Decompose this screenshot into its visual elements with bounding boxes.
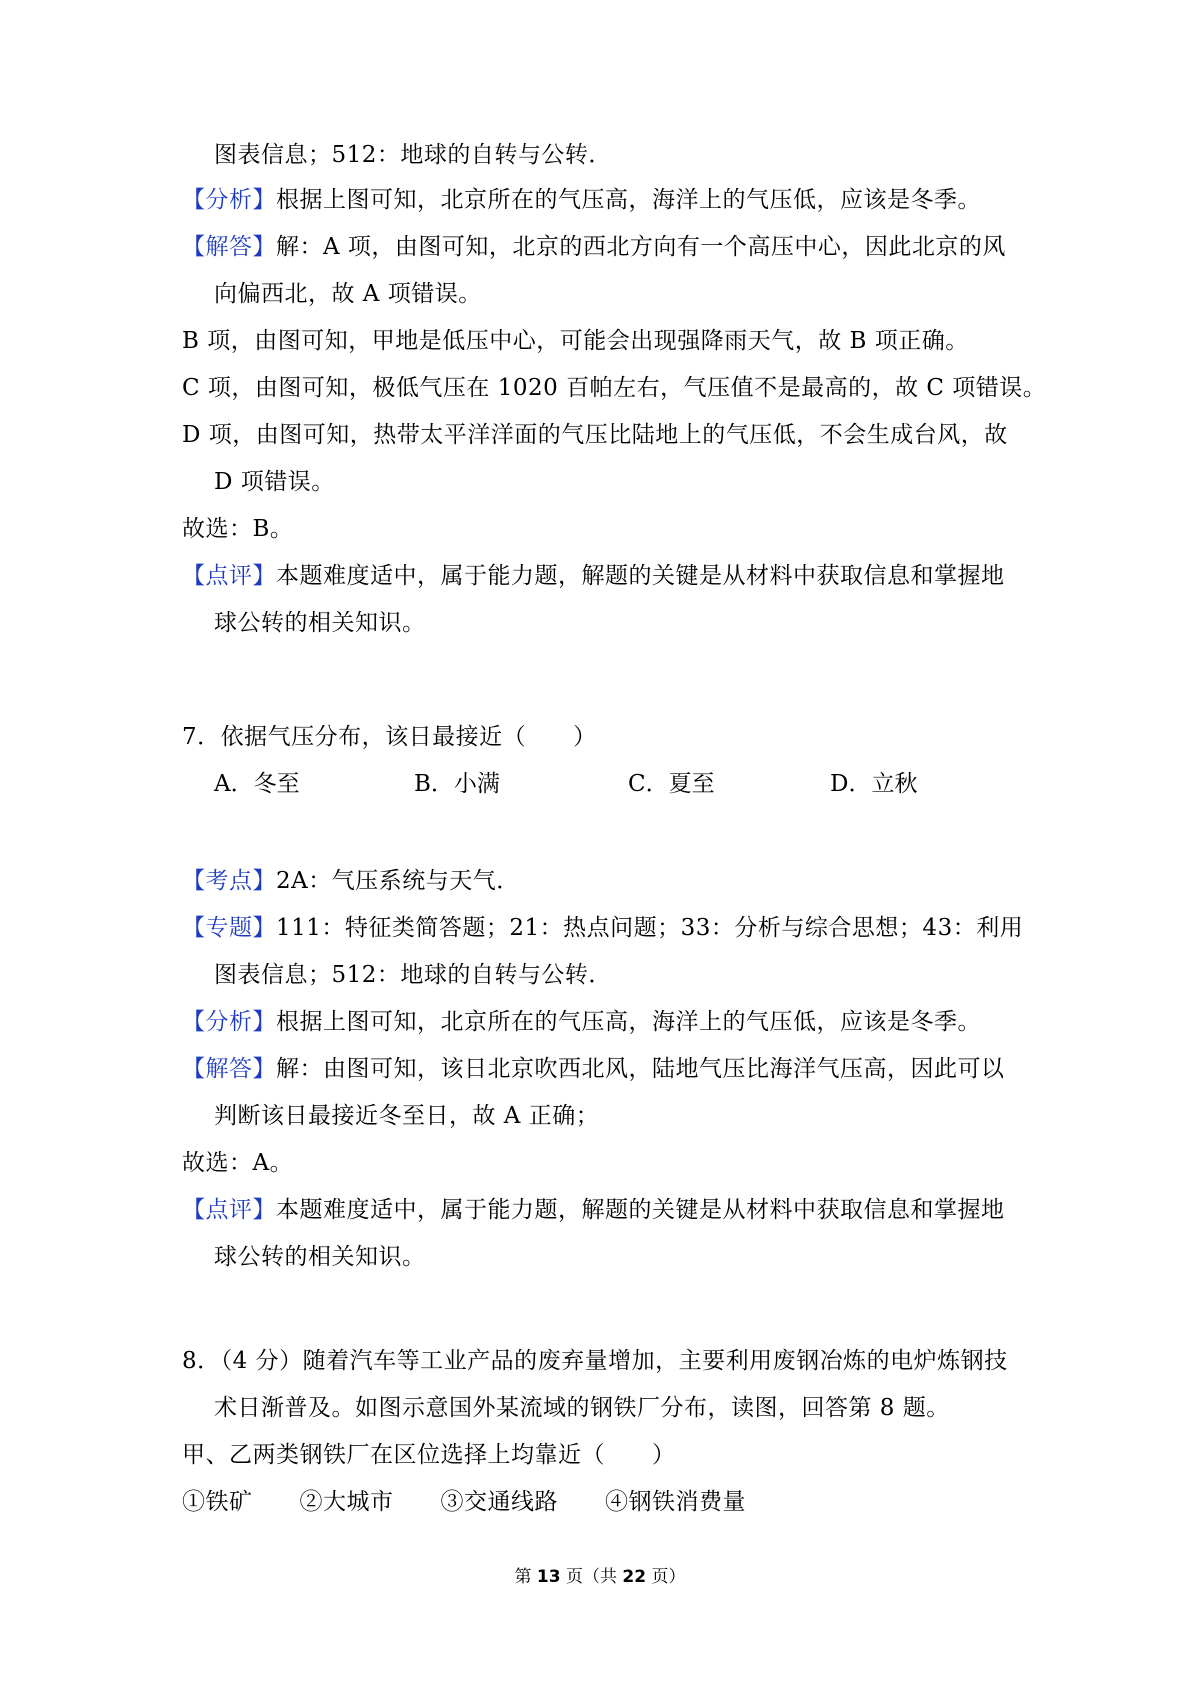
zhuanti-tag: 【专题】 — [182, 915, 276, 941]
q6-option-b-analysis: B 项，由图可知，甲地是低压中心，可能会出现强降雨天气，故 B 项正确。 — [182, 328, 969, 354]
zhuanti-text: 111：特征类简答题；21：热点问题；33：分析与综合思想；43：利用 — [276, 915, 1024, 941]
q7-option-b: B．小满 — [414, 771, 500, 797]
q8-question-line-2: 术日渐普及。如图示意国外某流域的钢铁厂分布，读图，回答第 8 题。 — [214, 1395, 950, 1421]
q7-jieda-continuation: 判断该日最接近冬至日，故 A 正确； — [214, 1103, 600, 1129]
jieda-tag: 【解答】 — [182, 234, 276, 260]
page-footer — [0, 1562, 1200, 1587]
dianping-text: 本题难度适中，属于能力题，解题的关键是从材料中获取信息和掌握地 — [276, 1197, 1005, 1223]
q7-dianping-continuation: 球公转的相关知识。 — [214, 1244, 426, 1270]
q8-statements: ①铁矿 ②大城市 ③交通线路 ④钢铁消费量 — [182, 1489, 746, 1515]
footer-total-pages: 22 — [622, 1567, 647, 1587]
q6-option-c-analysis: C 项，由图可知，极低气压在 1020 百帕左右，气压值不是最高的，故 C 项错误。 — [182, 375, 1047, 401]
q7-kaodian — [182, 866, 520, 896]
fenxi-tag: 【分析】 — [182, 187, 276, 213]
q8-question-line-1: 8．（4 分）随着汽车等工业产品的废弃量增加，主要利用废钢冶炼的电炉炼钢技 — [182, 1348, 1008, 1374]
fenxi-text: 根据上图可知，北京所在的气压高，海洋上的气压低，应该是冬季。 — [276, 187, 981, 213]
dianping-text: 本题难度适中，属于能力题，解题的关键是从材料中获取信息和掌握地 — [276, 563, 1005, 589]
jieda-text: 解：由图可知，该日北京吹西北风，陆地气压比海洋气压高，因此可以 — [276, 1056, 1005, 1082]
q6-answer: 故选：B。 — [182, 516, 294, 542]
jieda-text: 解：A 项，由图可知，北京的西北方向有一个高压中心，因此北京的风 — [276, 234, 1006, 260]
kaodian-tag: 【考点】 — [182, 868, 276, 894]
q7-option-c: C．夏至 — [628, 771, 715, 797]
fenxi-tag: 【分析】 — [182, 1009, 276, 1035]
q7-fenxi — [182, 1007, 981, 1037]
q7-dianping — [182, 1195, 1005, 1225]
dianping-tag: 【点评】 — [182, 563, 276, 589]
q7-jieda — [182, 1054, 1005, 1084]
kaodian-text: 2A：气压系统与天气． — [276, 868, 520, 894]
q7-zhuanti — [182, 913, 1023, 943]
footer-page-number: 13 — [536, 1567, 561, 1587]
q7-question: 7．依据气压分布，该日最接近（ ） — [182, 724, 597, 750]
q6-jieda — [182, 232, 1006, 262]
q6-fenxi — [182, 185, 981, 215]
q6-option-d-analysis: D 项，由图可知，热带太平洋洋面的气压比陆地上的气压低，不会生成台风，故 — [182, 422, 1008, 448]
footer-middle: 页（共 — [566, 1567, 617, 1587]
q7-zhuanti-continuation: 图表信息；512：地球的自转与公转． — [214, 962, 612, 988]
dianping-tag: 【点评】 — [182, 1197, 276, 1223]
jieda-tag: 【解答】 — [182, 1056, 276, 1082]
q6-option-d-continuation: D 项错误。 — [214, 469, 335, 495]
q6-dianping-continuation: 球公转的相关知识。 — [214, 610, 426, 636]
footer-prefix: 第 — [514, 1567, 532, 1587]
q6-dianping — [182, 561, 1005, 591]
q6-zhuanti-continuation: 图表信息；512：地球的自转与公转． — [214, 142, 612, 168]
q8-question-line-3: 甲、乙两类钢铁厂在区位选择上均靠近（ ） — [182, 1442, 676, 1468]
q7-answer: 故选：A。 — [182, 1150, 294, 1176]
fenxi-text: 根据上图可知，北京所在的气压高，海洋上的气压低，应该是冬季。 — [276, 1009, 981, 1035]
footer-suffix: 页） — [651, 1567, 686, 1587]
q7-option-d: D．立秋 — [830, 771, 918, 797]
q6-jieda-continuation: 向偏西北，故 A 项错误。 — [214, 281, 482, 307]
q7-option-a: A．冬至 — [214, 771, 300, 797]
